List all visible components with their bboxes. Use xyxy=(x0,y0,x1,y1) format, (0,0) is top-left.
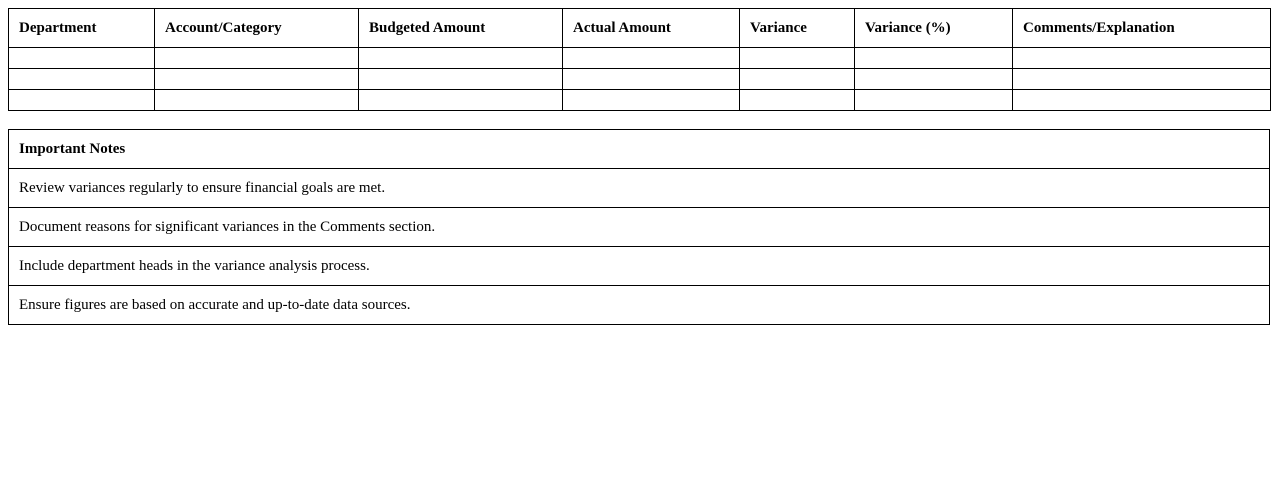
column-header-actual-amount: Actual Amount xyxy=(563,9,740,48)
table-row xyxy=(9,48,1271,69)
table-row xyxy=(9,69,1271,90)
table-cell[interactable] xyxy=(9,48,155,69)
note-row xyxy=(9,169,1270,208)
table-cell[interactable] xyxy=(1013,48,1271,69)
note-text: Ensure figures are based on accurate and up-to-date data sources. xyxy=(9,286,1270,325)
column-header-comments: Comments/Explanation xyxy=(1013,9,1271,48)
notes-header-row xyxy=(9,130,1270,169)
table-cell[interactable] xyxy=(1013,90,1271,111)
table-cell[interactable] xyxy=(855,90,1013,111)
budget-variance-table xyxy=(8,8,1271,111)
table-cell[interactable] xyxy=(359,69,563,90)
table-cell[interactable] xyxy=(740,69,855,90)
note-text: Document reasons for significant variances in the Comments section. xyxy=(9,208,1270,247)
table-row xyxy=(9,90,1271,111)
column-header-variance: Variance xyxy=(740,9,855,48)
table-cell[interactable] xyxy=(563,90,740,111)
column-header-budgeted-amount: Budgeted Amount xyxy=(359,9,563,48)
note-row xyxy=(9,247,1270,286)
note-row xyxy=(9,286,1270,325)
table-cell[interactable] xyxy=(359,90,563,111)
table-cell[interactable] xyxy=(563,69,740,90)
table-cell[interactable] xyxy=(9,69,155,90)
table-cell[interactable] xyxy=(740,90,855,111)
column-header-department: Department xyxy=(9,9,155,48)
note-text: Review variances regularly to ensure financial goals are met. xyxy=(9,169,1270,208)
column-header-variance-percent: Variance (%) xyxy=(855,9,1013,48)
notes-title: Important Notes xyxy=(9,130,1270,169)
column-header-account-category: Account/Category xyxy=(155,9,359,48)
note-row xyxy=(9,208,1270,247)
table-cell[interactable] xyxy=(855,48,1013,69)
table-cell[interactable] xyxy=(155,48,359,69)
table-cell[interactable] xyxy=(155,69,359,90)
table-cell[interactable] xyxy=(563,48,740,69)
table-cell[interactable] xyxy=(1013,69,1271,90)
note-text: Include department heads in the variance analysis process. xyxy=(9,247,1270,286)
important-notes-table xyxy=(8,129,1270,325)
table-cell[interactable] xyxy=(155,90,359,111)
table-cell[interactable] xyxy=(359,48,563,69)
table-cell[interactable] xyxy=(9,90,155,111)
table-cell[interactable] xyxy=(740,48,855,69)
table-header-row xyxy=(9,9,1271,48)
table-cell[interactable] xyxy=(855,69,1013,90)
